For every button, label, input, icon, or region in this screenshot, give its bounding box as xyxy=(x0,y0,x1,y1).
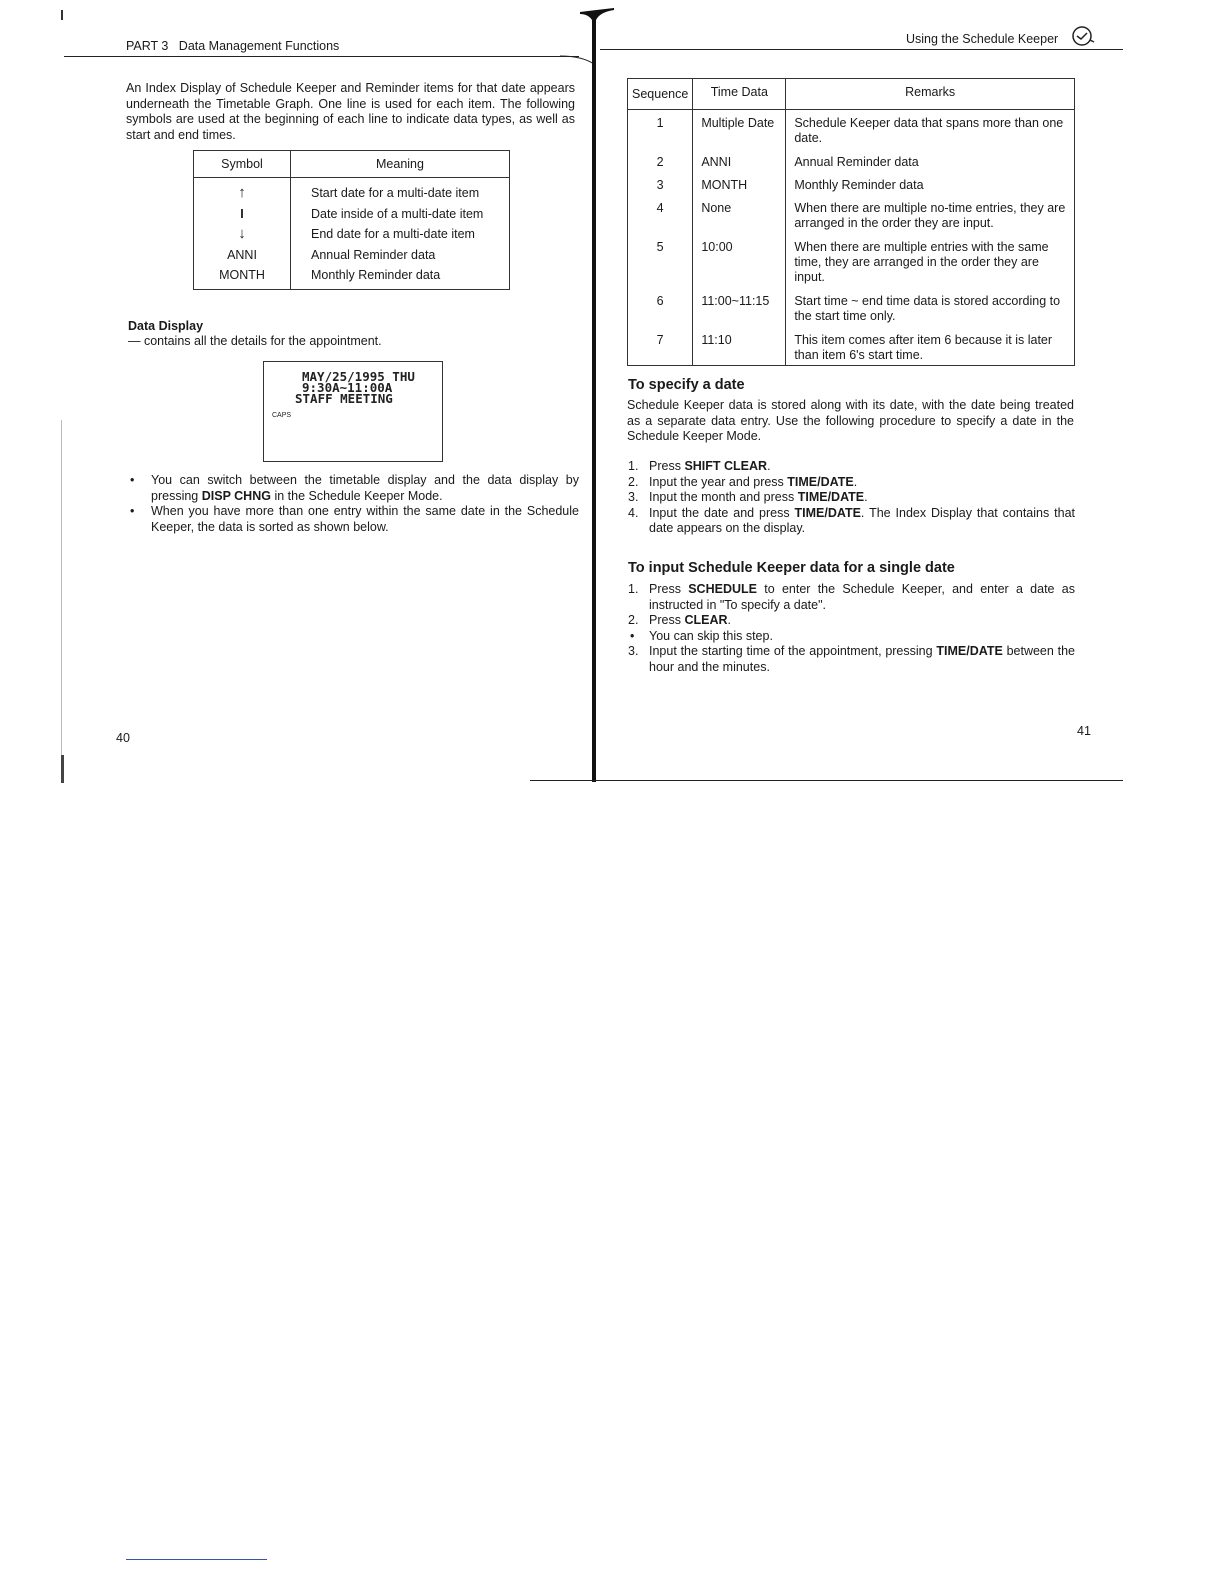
sequence-table xyxy=(627,78,1075,366)
symbol-table-header-meaning: Meaning xyxy=(291,151,510,178)
key-name: SCHEDULE xyxy=(688,582,757,596)
meaning-cell: Start date for a multi-date item xyxy=(291,178,510,204)
step-number: 1. xyxy=(628,582,639,596)
symbol-cell: ANNI xyxy=(194,245,291,266)
remarks-cell: When there are multiple entries with the same time, they are arranged in the order they are input. xyxy=(786,237,1075,291)
meaning-cell: Annual Reminder data xyxy=(291,245,510,266)
specify-date-intro: Schedule Keeper data is stored along with its date, with the date being treated as a separate data entry. Use the following procedure to specify a date in the Schedule Keeper Mode. xyxy=(627,398,1074,443)
table-row xyxy=(194,178,510,204)
lcd-line-3: STAFF MEETING xyxy=(295,391,393,406)
step-text: between the hour and the minutes. xyxy=(649,644,1075,674)
remarks-cell: Start time ~ end time data is stored according to the start time only. xyxy=(786,291,1075,330)
data-display-description: — contains all the details for the appointment. xyxy=(128,334,382,348)
table-row xyxy=(628,198,1075,237)
remarks-header: Remarks xyxy=(786,79,1075,110)
symbol-cell: I xyxy=(194,204,291,225)
table-row xyxy=(628,330,1075,366)
right-page-number: 41 xyxy=(1077,724,1091,738)
remarks-cell: Schedule Keeper data that spans more than one date. xyxy=(786,110,1075,153)
key-name: TIME/DATE xyxy=(794,505,861,520)
time-cell: 11:00~11:15 xyxy=(693,291,786,330)
step-text: . The Index Display that contains that date appears on the display. xyxy=(649,505,1075,535)
specify-date-heading: To specify a date xyxy=(628,377,745,393)
clock-icon xyxy=(1071,25,1097,47)
meaning-cell: Date inside of a multi-date item xyxy=(291,204,510,225)
step-text: . xyxy=(767,459,771,473)
list-item xyxy=(628,629,1075,645)
step-number: • xyxy=(630,628,635,643)
bullet-text: When you have more than one entry within the same date in the Schedule Keeper, the data is sorted as shown below. xyxy=(151,504,579,534)
bullet-text: You can switch between the timetable display and the data display by pressing xyxy=(151,473,579,503)
seq-cell: 5 xyxy=(628,237,693,291)
meaning-cell: End date for a multi-date item xyxy=(291,224,510,245)
step-text: . xyxy=(853,474,858,489)
intro-paragraph: An Index Display of Schedule Keeper and Reminder items for that date appears underneath the Timetable Graph. One line is used for each item. The following symbols are used at the beginning of each line to indicate data types, as well as start and end times. xyxy=(126,81,575,142)
table-row xyxy=(628,237,1075,291)
right-page-header: Using the Schedule Keeper xyxy=(906,32,1059,46)
key-name: DISP CHNG xyxy=(201,488,271,503)
table-row xyxy=(628,291,1075,330)
bottom-rule xyxy=(530,780,1123,781)
book-spine xyxy=(578,6,618,786)
left-edge-block xyxy=(61,755,64,783)
symbol-table xyxy=(193,150,510,290)
caps-indicator: CAPS xyxy=(272,412,292,419)
symbol-table-header-symbol: Symbol xyxy=(194,151,291,178)
specify-date-steps xyxy=(628,459,1075,537)
list-item xyxy=(628,475,1075,491)
list-item xyxy=(628,459,1075,475)
right-header-rule xyxy=(600,49,1123,50)
bullet-text: in the Schedule Keeper Mode. xyxy=(270,488,443,503)
seq-cell: 4 xyxy=(628,198,693,237)
step-text: Press xyxy=(649,459,685,473)
time-cell: None xyxy=(693,198,786,237)
seq-cell: 2 xyxy=(628,152,693,175)
symbol-cell: ↑ xyxy=(194,178,291,204)
time-cell: Multiple Date xyxy=(693,110,786,153)
time-data-header: Time Data xyxy=(693,79,786,110)
lcd-screen xyxy=(263,361,443,462)
time-cell: MONTH xyxy=(693,175,786,198)
symbol-cell: MONTH xyxy=(194,265,291,289)
key-name: CLEAR xyxy=(684,613,728,627)
time-cell: ANNI xyxy=(693,152,786,175)
remarks-cell: Annual Reminder data xyxy=(786,152,1075,175)
step-text: to enter the Schedule Keeper, and enter a date as instructed in "To specify a date". xyxy=(649,582,1075,612)
step-text: Press xyxy=(649,613,685,627)
key-name: TIME/DATE xyxy=(936,644,1003,658)
table-row xyxy=(628,152,1075,175)
list-item xyxy=(628,490,1075,506)
list-item xyxy=(628,582,1075,613)
key-name: TIME/DATE xyxy=(797,490,865,504)
input-data-heading: To input Schedule Keeper data for a single date xyxy=(628,560,955,576)
table-row xyxy=(628,175,1075,198)
step-number: 1. xyxy=(628,459,639,473)
seq-cell: 7 xyxy=(628,330,693,366)
meaning-cell: Monthly Reminder data xyxy=(291,265,510,289)
list-item xyxy=(628,613,1075,629)
lcd-line-1: MAY/25/1995 THU xyxy=(302,369,415,384)
step-text: You can skip this step. xyxy=(649,628,773,643)
left-edge-line xyxy=(61,420,62,780)
table-row xyxy=(194,204,510,225)
step-number: 3. xyxy=(628,490,639,504)
step-text: Input the year and press xyxy=(649,474,788,489)
time-cell: 10:00 xyxy=(693,237,786,291)
list-item xyxy=(628,644,1075,675)
step-text: Input the starting time of the appointment, pressing xyxy=(649,644,937,658)
left-header-rule xyxy=(64,56,579,57)
data-display-heading: Data Display xyxy=(128,319,204,333)
left-page-header: PART 3 Data Management Functions xyxy=(126,39,340,53)
left-edge-mark xyxy=(61,10,63,20)
step-text: Press xyxy=(649,582,689,596)
table-row xyxy=(194,265,510,289)
list-item xyxy=(628,506,1075,537)
sequence-header: Sequence xyxy=(628,79,693,110)
table-row xyxy=(628,110,1075,153)
seq-cell: 3 xyxy=(628,175,693,198)
key-name: SHIFT CLEAR xyxy=(684,459,768,473)
step-number: 2. xyxy=(628,474,639,489)
input-data-steps xyxy=(628,582,1075,675)
seq-cell: 6 xyxy=(628,291,693,330)
key-name: TIME/DATE xyxy=(787,474,854,489)
left-page-number: 40 xyxy=(116,731,130,745)
table-row xyxy=(194,245,510,266)
step-text: Input the date and press xyxy=(649,505,795,520)
symbol-cell: ↓ xyxy=(194,224,291,245)
list-item xyxy=(127,504,579,535)
step-number: 2. xyxy=(628,613,639,627)
seq-cell: 1 xyxy=(628,110,693,153)
remarks-cell: This item comes after item 6 because it is later than item 6's start time. xyxy=(786,330,1075,366)
remarks-cell: When there are multiple no-time entries, they are arranged in the order they are input. xyxy=(786,198,1075,237)
list-item xyxy=(127,473,579,504)
remarks-cell: Monthly Reminder data xyxy=(786,175,1075,198)
step-text: . xyxy=(864,490,868,504)
bullet-list xyxy=(127,473,579,535)
step-number: 3. xyxy=(628,644,639,658)
step-text: . xyxy=(727,613,731,627)
step-number: 4. xyxy=(628,505,639,520)
footer-rule xyxy=(126,1559,267,1560)
time-cell: 11:10 xyxy=(693,330,786,366)
table-row xyxy=(194,224,510,245)
lcd-line-2: 9:30A~11:00A xyxy=(302,380,393,395)
step-text: Input the month and press xyxy=(649,490,798,504)
